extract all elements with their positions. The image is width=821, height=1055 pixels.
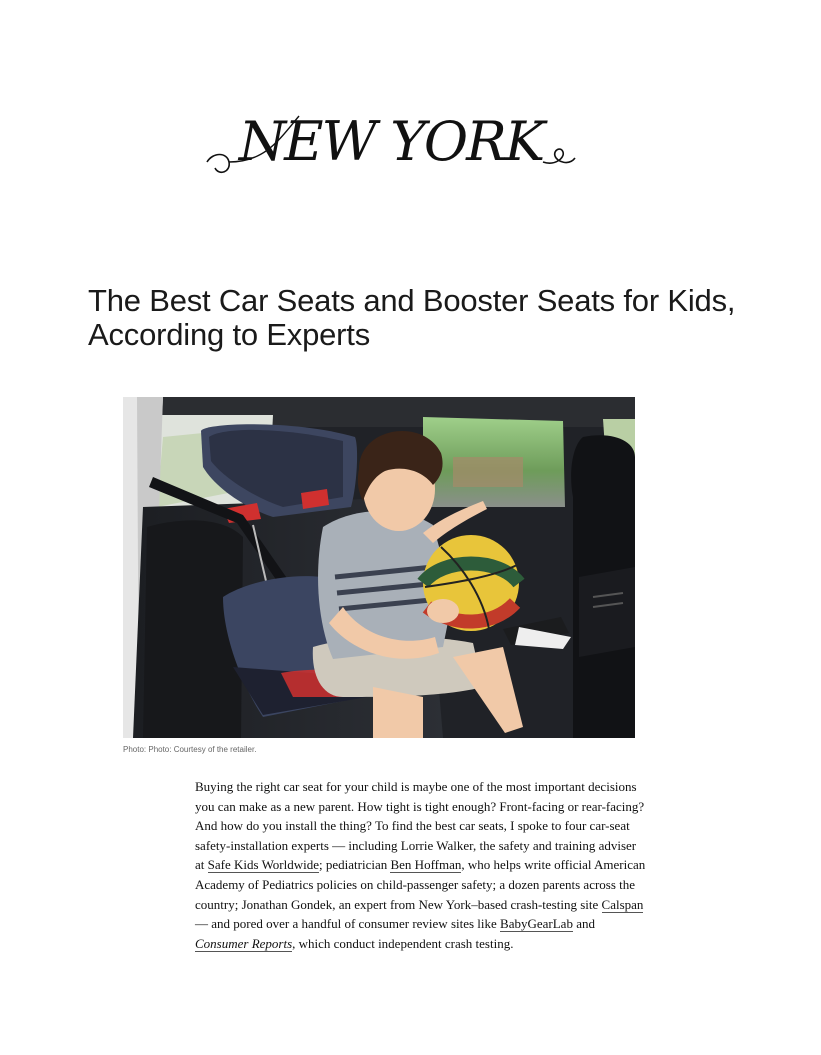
body-text-segment: , who helps write official American Academy of Pediatrics policies on child-passenger safety; a dozen parents across the country; Jonathan Gondek, an expert from New York–based crash-testing site bbox=[195, 857, 646, 912]
photo-caption: Photo: Photo: Courtesy of the retailer. bbox=[123, 745, 257, 754]
article-headline: The Best Car Seats and Booster Seats for Kids, According to Experts bbox=[88, 283, 736, 352]
link-calspan[interactable]: Calspan bbox=[601, 896, 644, 912]
article-photo bbox=[123, 397, 635, 738]
photo-boy-in-booster-seat-icon bbox=[123, 397, 635, 738]
new-york-logo[interactable] bbox=[205, 96, 577, 192]
link-consumer-reports[interactable]: Consumer Reports bbox=[195, 935, 293, 951]
link-babygearlab[interactable]: BabyGearLab bbox=[500, 916, 573, 932]
body-text-segment: Buying the right car seat for your child is maybe one of the most important decisions you can make as a new parent. How tight is tight enough? Front-facing or rear-facing? And how do you install the thing? To find the best car seats, I spoke to four car-seat safety-installation experts — including Lorrie Walker, the safety and training adviser at bbox=[195, 779, 645, 873]
body-text-segment: , which conduct independent crash testing. bbox=[292, 935, 514, 951]
link-safe-kids-worldwide[interactable]: Safe Kids Worldwide bbox=[207, 857, 320, 873]
body-text-segment: and bbox=[572, 916, 595, 932]
new-york-wordmark-icon bbox=[205, 96, 577, 192]
article-body bbox=[195, 777, 647, 953]
body-text-segment: ; pediatrician bbox=[319, 857, 391, 873]
link-ben-hoffman[interactable]: Ben Hoffman bbox=[390, 857, 462, 873]
body-text-segment: — and pored over a handful of consumer review sites like bbox=[195, 916, 501, 932]
svg-text:NEW YORK: NEW YORK bbox=[238, 110, 544, 173]
